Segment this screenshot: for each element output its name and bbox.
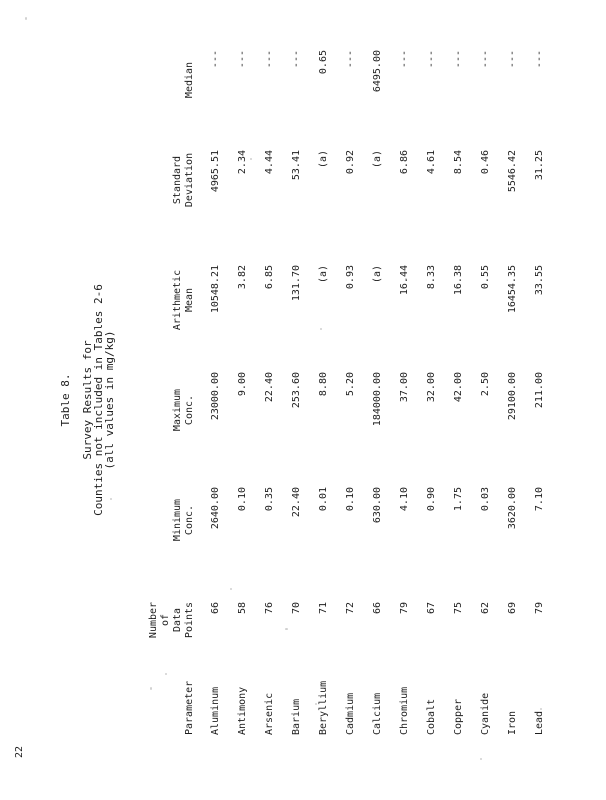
cell-max: 9.00 bbox=[237, 372, 248, 397]
cell-points: 58 bbox=[237, 602, 248, 615]
scan-speck bbox=[480, 758, 482, 760]
cell-min: 1.75 bbox=[453, 487, 464, 512]
scan-speck bbox=[250, 158, 252, 160]
cell-min: 0.35 bbox=[264, 487, 275, 512]
cell-parameter: Aluminum bbox=[210, 686, 221, 735]
cell-median: --- bbox=[264, 50, 275, 69]
cell-parameter: Chromium bbox=[399, 686, 410, 735]
header-points-line-4: Points bbox=[184, 601, 195, 639]
cell-parameter: Iron bbox=[507, 710, 518, 735]
cell-points: 79 bbox=[399, 602, 410, 615]
cell-sd: (a) bbox=[318, 150, 329, 169]
cell-parameter: Cyanide bbox=[480, 692, 491, 735]
cell-median: --- bbox=[453, 50, 464, 69]
cell-max: 8.80 bbox=[318, 372, 329, 397]
cell-min: 3620.00 bbox=[507, 487, 518, 530]
header-mean-line-2: Mean bbox=[184, 287, 195, 313]
scan-speck bbox=[320, 328, 322, 330]
cell-points: 75 bbox=[453, 602, 464, 615]
cell-max: 5.20 bbox=[345, 372, 356, 397]
header-parameter: Parameter bbox=[184, 680, 195, 735]
cell-median: --- bbox=[426, 50, 437, 69]
cell-max: 32.00 bbox=[426, 372, 437, 403]
scan-speck bbox=[25, 17, 27, 20]
cell-mean: 16.44 bbox=[399, 265, 410, 296]
cell-median: 0.65 bbox=[318, 50, 329, 75]
cell-max: 253.60 bbox=[291, 372, 302, 409]
header-min-line-2: Conc. bbox=[184, 504, 195, 536]
table-title-line-3: (all values in mg/kg) bbox=[103, 330, 116, 470]
cell-sd: 2.34 bbox=[237, 150, 248, 175]
cell-parameter: Antimony bbox=[237, 686, 248, 735]
cell-min: 0.90 bbox=[426, 487, 437, 512]
cell-mean: 8.33 bbox=[426, 265, 437, 290]
header-min-line-1: Minimum bbox=[172, 498, 183, 542]
cell-parameter: Barium bbox=[291, 698, 302, 735]
cell-sd: 53.41 bbox=[291, 150, 302, 181]
cell-min: 4.10 bbox=[399, 487, 410, 512]
cell-max: 23000.00 bbox=[210, 372, 221, 421]
cell-sd: (a) bbox=[372, 150, 383, 169]
cell-min: 0.03 bbox=[480, 487, 491, 512]
cell-points: 72 bbox=[345, 602, 356, 615]
cell-median: --- bbox=[507, 50, 518, 69]
scan-speck bbox=[230, 588, 232, 590]
scan-speck bbox=[285, 628, 288, 630]
header-points-line-3: Data bbox=[172, 607, 183, 633]
cell-min: 630.00 bbox=[372, 487, 383, 524]
cell-parameter: Arsenic bbox=[264, 692, 275, 735]
cell-mean: 6.85 bbox=[264, 265, 275, 290]
cell-median: 6495.00 bbox=[372, 50, 383, 93]
cell-sd: 5546.42 bbox=[507, 150, 518, 193]
cell-points: 62 bbox=[480, 602, 491, 615]
cell-median: --- bbox=[534, 50, 545, 69]
cell-median: --- bbox=[210, 50, 221, 69]
cell-median: --- bbox=[480, 50, 491, 69]
scan-speck bbox=[540, 708, 542, 710]
cell-mean: 131.70 bbox=[291, 265, 302, 302]
table-label: Table 8. bbox=[59, 373, 72, 427]
cell-points: 67 bbox=[426, 602, 437, 615]
table-title-line-2: Counties not included in Tables 2-6 bbox=[92, 284, 105, 516]
cell-max: 37.00 bbox=[399, 372, 410, 403]
cell-points: 71 bbox=[318, 602, 329, 615]
cell-parameter: Cobalt bbox=[426, 698, 437, 735]
cell-points: 76 bbox=[264, 602, 275, 615]
cell-points: 66 bbox=[372, 602, 383, 615]
cell-max: 42.00 bbox=[453, 372, 464, 403]
cell-parameter: Calcium bbox=[372, 692, 383, 735]
cell-max: 29100.00 bbox=[507, 372, 518, 421]
cell-mean: 0.55 bbox=[480, 265, 491, 290]
cell-min: 7.10 bbox=[534, 487, 545, 512]
cell-mean: 3.82 bbox=[237, 265, 248, 290]
scan-speck bbox=[150, 687, 152, 690]
cell-median: --- bbox=[237, 50, 248, 69]
cell-max: 2.50 bbox=[480, 372, 491, 397]
cell-max: 184000.00 bbox=[372, 372, 383, 427]
cell-points: 66 bbox=[210, 602, 221, 615]
header-points-line-1: Number bbox=[148, 601, 159, 639]
header-sd-line-2: Deviation bbox=[184, 152, 195, 208]
cell-median: --- bbox=[345, 50, 356, 69]
header-median: Median bbox=[184, 61, 195, 99]
cell-points: 70 bbox=[291, 602, 302, 615]
scan-speck bbox=[110, 498, 112, 500]
cell-mean: 0.93 bbox=[345, 265, 356, 290]
cell-max: 211.00 bbox=[534, 372, 545, 409]
header-sd-line-1: Standard bbox=[172, 155, 183, 205]
cell-min: 0.10 bbox=[345, 487, 356, 512]
scan-speck bbox=[405, 278, 407, 280]
cell-sd: 31.25 bbox=[534, 150, 545, 181]
cell-mean: 16454.35 bbox=[507, 265, 518, 314]
cell-mean: (a) bbox=[318, 265, 329, 284]
page-number: 22 bbox=[14, 745, 25, 758]
scan-speck bbox=[315, 703, 317, 705]
cell-mean: 16.38 bbox=[453, 265, 464, 296]
cell-min: 22.40 bbox=[291, 487, 302, 518]
cell-mean: (a) bbox=[372, 265, 383, 284]
cell-min: 0.01 bbox=[318, 487, 329, 512]
cell-sd: 0.46 bbox=[480, 150, 491, 175]
header-mean-line-1: Arithmetic bbox=[172, 269, 183, 331]
cell-parameter: Cadmium bbox=[345, 692, 356, 735]
cell-min: 2640.00 bbox=[210, 487, 221, 530]
header-max-line-1: Maximum bbox=[172, 388, 183, 432]
cell-median: --- bbox=[399, 50, 410, 69]
cell-parameter: Lead bbox=[534, 710, 545, 735]
table-title-line-1: Survey Results for bbox=[81, 340, 94, 460]
cell-sd: 8.54 bbox=[453, 150, 464, 175]
cell-points: 69 bbox=[507, 602, 518, 615]
cell-sd: 6.86 bbox=[399, 150, 410, 175]
cell-median: --- bbox=[291, 50, 302, 69]
cell-mean: 33.55 bbox=[534, 265, 545, 296]
header-max-line-2: Conc. bbox=[184, 394, 195, 426]
cell-sd: 0.92 bbox=[345, 150, 356, 175]
cell-sd: 4.61 bbox=[426, 150, 437, 175]
cell-parameter: Copper bbox=[453, 698, 464, 735]
cell-max: 22.40 bbox=[264, 372, 275, 403]
cell-sd: 4965.51 bbox=[210, 150, 221, 193]
cell-parameter: Beryllium bbox=[318, 680, 329, 735]
cell-points: 79 bbox=[534, 602, 545, 615]
cell-mean: 10548.21 bbox=[210, 265, 221, 314]
cell-sd: 4.44 bbox=[264, 150, 275, 175]
header-points-line-2: of bbox=[160, 613, 171, 627]
cell-min: 0.10 bbox=[237, 487, 248, 512]
scan-speck bbox=[165, 673, 167, 675]
